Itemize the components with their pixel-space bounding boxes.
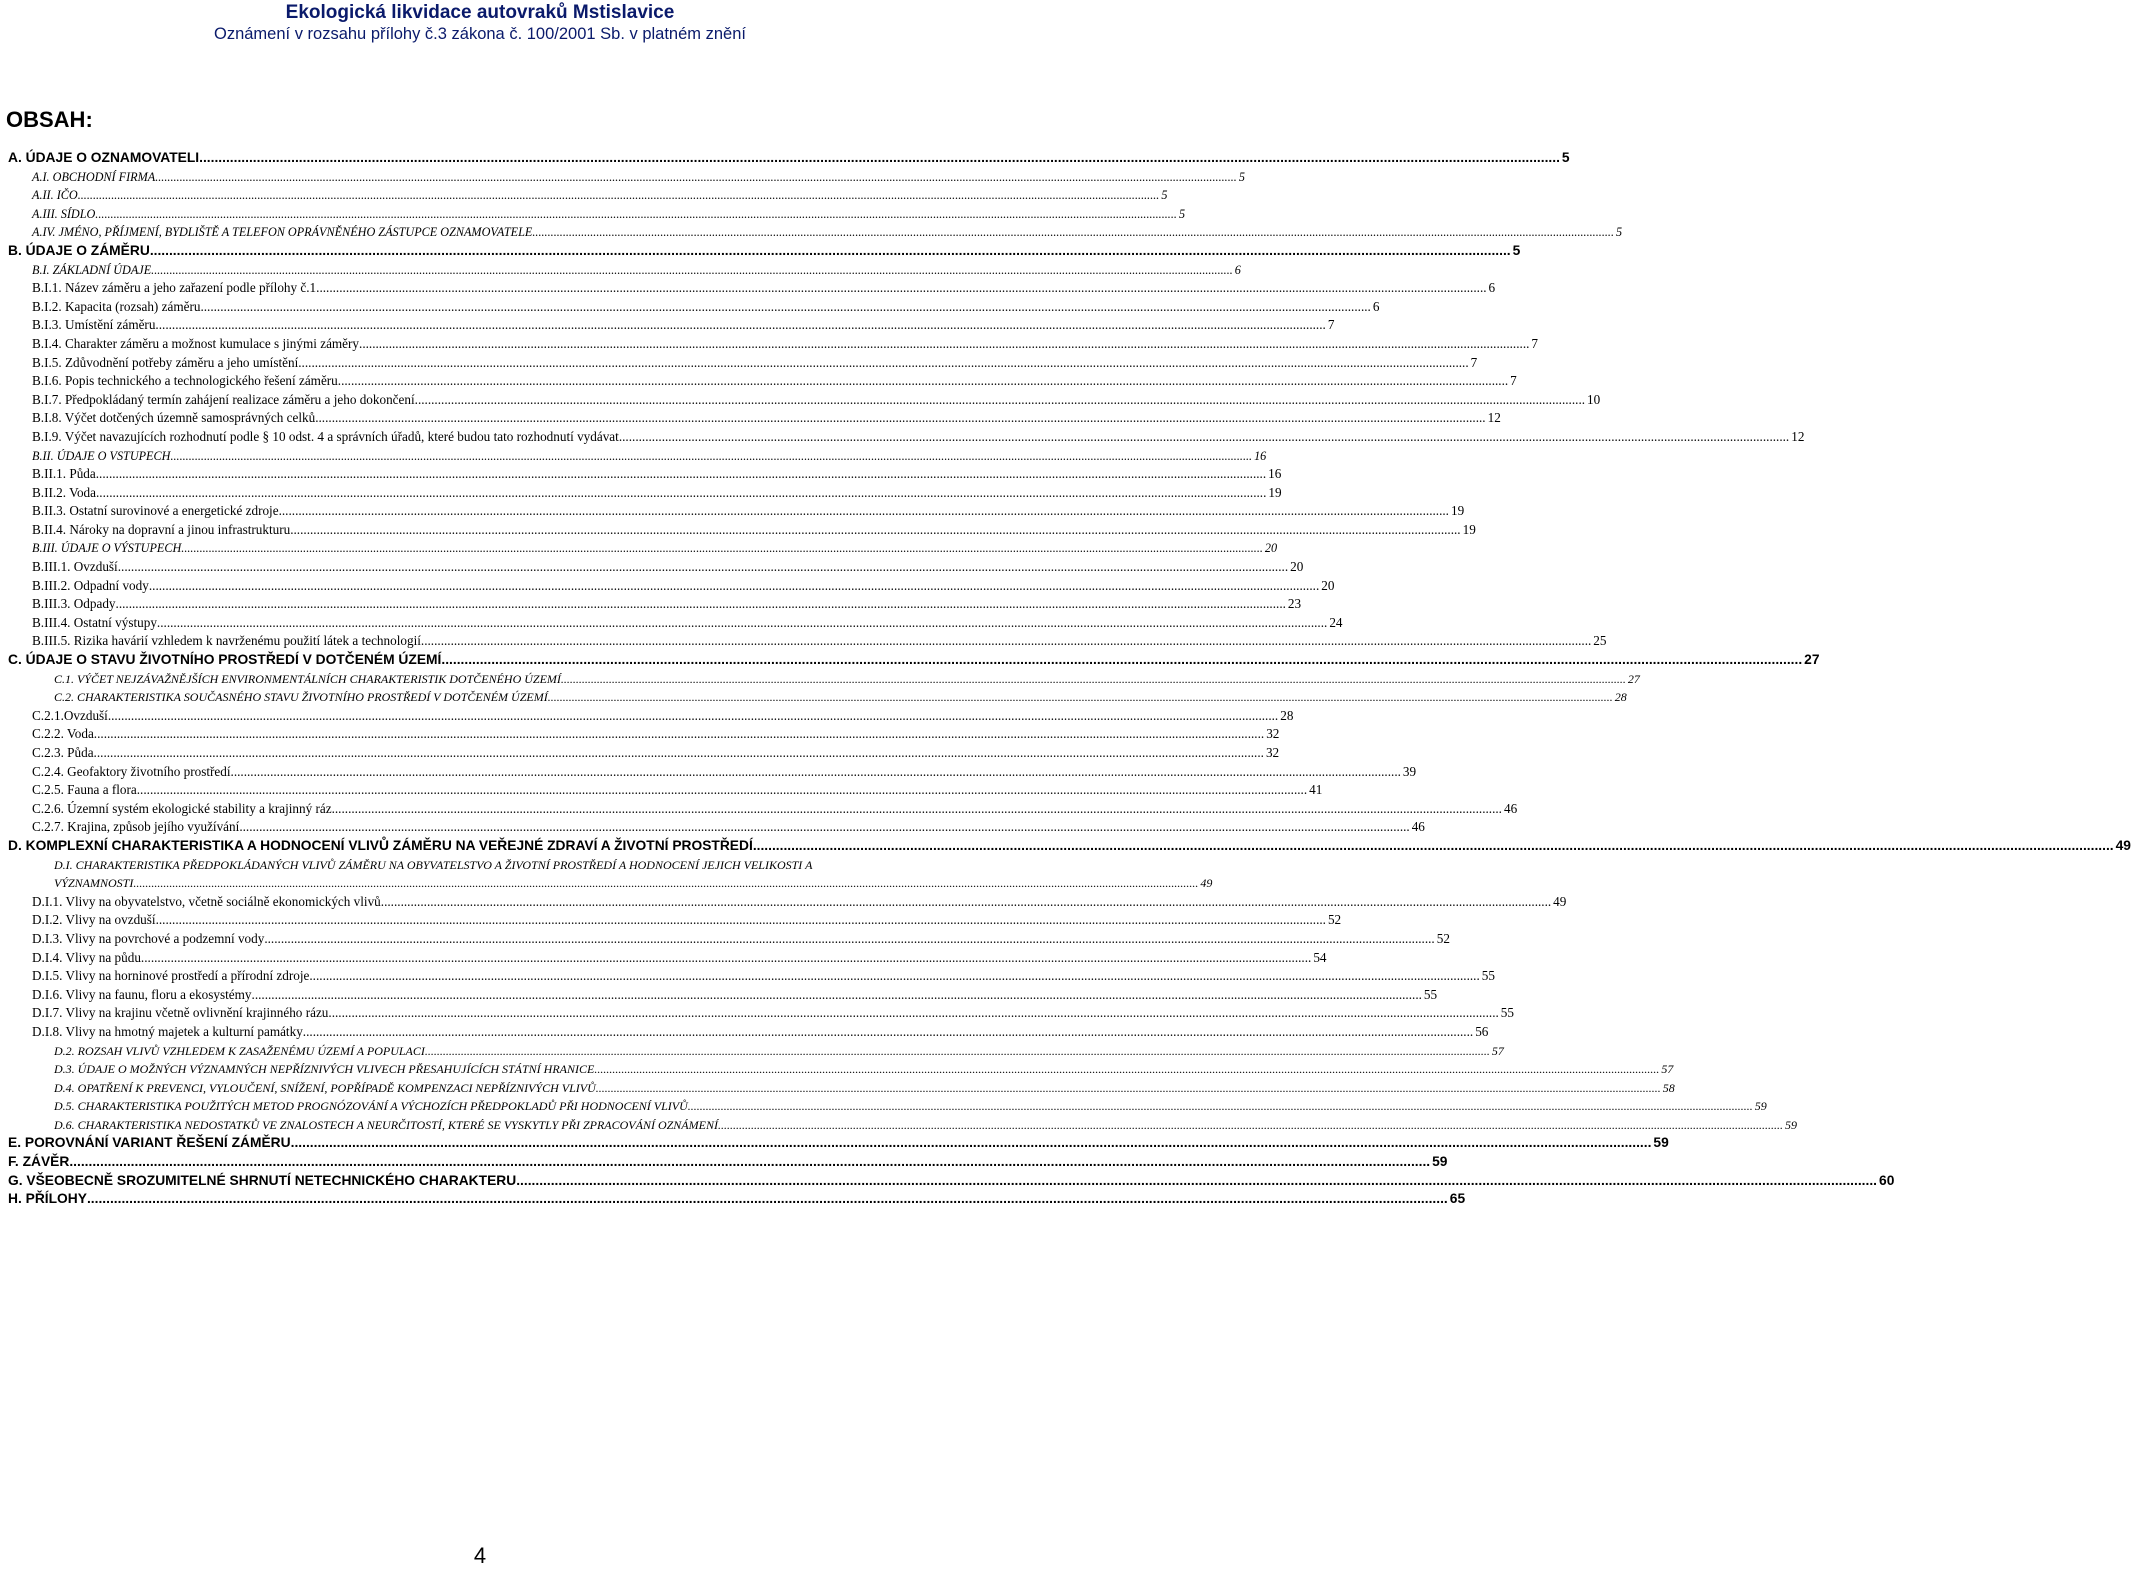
toc-entry-label: D.I. CHARAKTERISTIKA PŘEDPOKLÁDANÝCH VLIVŮ ZÁMĚRU NA OBYVATELSTVO A ŽIVOTNÍ PROSTŘEDÍ A HODNOCENÍ JEJICH VELIKOSTI A — [54, 857, 813, 872]
toc-entry-label: D.I.4. Vlivy na půdu — [32, 949, 141, 965]
dot-leader — [252, 986, 1422, 1005]
toc-entry-page: 46 — [1411, 819, 1425, 835]
toc-entry[interactable] — [8, 354, 1478, 373]
dot-leader — [328, 1004, 1498, 1023]
toc-entry[interactable] — [8, 521, 1476, 540]
toc-entry-label: B.I.9. Výčet navazujících rozhodnutí podle § 10 odst. 4 a správních úřadů, které budou tato rozhodnutí vydávat — [32, 428, 619, 444]
toc-entry[interactable] — [8, 614, 1343, 633]
dot-leader — [421, 632, 1591, 651]
toc-entry[interactable] — [8, 428, 1805, 447]
toc-entry-label: C.1. VÝČET NEJZÁVAŽNĚJŠÍCH ENVIRONMENTÁLNÍCH CHARAKTERISTIK DOTČENÉHO ÚZEMÍ — [54, 671, 561, 686]
toc-entry[interactable] — [8, 1060, 1674, 1079]
dot-leader — [170, 447, 1252, 466]
toc-entry-label: B.I.3. Umístění záměru — [32, 317, 156, 333]
toc-entry-page: 60 — [1879, 1172, 1895, 1188]
toc-entry-page: 20 — [1290, 559, 1304, 575]
toc-entry-page: 5 — [1178, 206, 1186, 221]
toc-entry-label: C.2.1.Ovzduší — [32, 707, 108, 723]
dot-leader — [96, 484, 1266, 503]
toc-entry[interactable] — [8, 949, 1327, 968]
toc-entry-label: D.3. ÚDAJE O MOŽNÝCH VÝZNAMNÝCH NEPŘÍZNIVÝCH VLIVECH PŘESAHUJÍCÍCH STÁTNÍ HRANICE — [54, 1062, 595, 1077]
toc-entry-page: 23 — [1287, 596, 1302, 612]
toc-entry-page: 19 — [1268, 484, 1282, 500]
dot-leader — [69, 1153, 1430, 1172]
dot-leader — [155, 316, 1325, 335]
dot-leader — [753, 837, 2114, 856]
dot-leader — [94, 744, 1264, 763]
toc-entry-label: B.II.2. Voda — [32, 484, 96, 500]
toc-entry-label: C. ÚDAJE O STAVU ŽIVOTNÍHO PROSTŘEDÍ V DOTČENÉM ÚZEMÍ — [8, 652, 442, 668]
toc-entry-page: 12 — [1791, 428, 1805, 444]
toc-entry[interactable] — [8, 818, 1425, 837]
dot-leader — [315, 409, 1485, 428]
toc-entry-page: 32 — [1265, 745, 1280, 760]
dot-leader — [303, 1023, 1473, 1042]
toc-entry-page: 65 — [1449, 1191, 1466, 1207]
toc-entry[interactable] — [8, 800, 1518, 819]
toc-entry[interactable] — [8, 688, 1627, 707]
toc-entry-page: 49 — [1553, 893, 1567, 909]
dot-leader — [415, 391, 1585, 410]
toc-entry-page: 49 — [1200, 876, 1213, 891]
dot-leader — [199, 149, 1560, 168]
dot-leader — [181, 539, 1263, 558]
toc-entry-label: B.III.4. Ostatní výstupy — [32, 614, 157, 630]
toc-entry[interactable] — [8, 911, 1342, 930]
toc-entry[interactable] — [8, 725, 1280, 744]
toc-entry[interactable] — [8, 1042, 1504, 1061]
toc-entry-page: 20 — [1264, 541, 1278, 556]
toc-entry[interactable] — [8, 316, 1335, 335]
toc-entry-label: B.I.8. Výčet dotčených územně samosprávných celků — [32, 410, 316, 426]
toc-entry[interactable] — [8, 967, 1495, 986]
toc-entry-page: 32 — [1266, 726, 1280, 742]
toc-entry-page: 7 — [1470, 354, 1478, 370]
toc-entry[interactable] — [8, 1023, 1489, 1042]
toc-entry-label: H. PŘÍLOHY — [8, 1191, 87, 1207]
toc-entry-label: D.5. CHARAKTERISTIKA POUŽITÝCH METOD PROGNÓZOVÁNÍ A VÝCHOZÍCH PŘEDPOKLADŮ PŘI HODNOCENÍ VLIVŮ — [54, 1099, 688, 1114]
toc-entry-page: 16 — [1254, 448, 1267, 463]
toc-entry-page: 41 — [1309, 782, 1323, 798]
toc-entry-page: 25 — [1593, 633, 1607, 649]
toc-entry[interactable] — [8, 1004, 1514, 1023]
toc-entry[interactable] — [8, 651, 1820, 670]
dot-leader — [309, 967, 1479, 986]
toc-entry[interactable] — [8, 242, 1521, 261]
dot-leader — [425, 1042, 1490, 1061]
toc-entry-label: B.III.2. Odpadní vody — [32, 577, 149, 593]
toc-entry-label: D.I.5. Vlivy na horninové prostředí a přírodní zdroje — [32, 968, 310, 984]
toc-entry[interactable] — [8, 837, 2131, 856]
toc-entry[interactable] — [8, 930, 1450, 949]
dot-leader — [290, 521, 1460, 540]
toc-entry-page: 7 — [1327, 317, 1335, 333]
toc-entry-page: 5 — [1238, 169, 1245, 184]
toc-entry[interactable] — [8, 558, 1304, 577]
toc-entry-page: 5 — [1561, 150, 1570, 165]
dot-leader — [619, 428, 1789, 447]
toc-entry-label: A.II. IČO — [32, 188, 78, 203]
toc-entry-label: B.I.2. Kapacita (rozsah) záměru — [32, 298, 201, 314]
toc-entry-page: 56 — [1475, 1023, 1489, 1039]
toc-entry[interactable] — [8, 1172, 1895, 1191]
toc-entry[interactable] — [8, 763, 1417, 782]
toc-entry-page: 7 — [1510, 373, 1517, 389]
toc-entry[interactable] — [8, 223, 1623, 242]
toc-entry[interactable] — [8, 409, 1501, 428]
toc-entry-label: B.II.3. Ostatní surovinové a energetické zdroje — [32, 503, 279, 519]
toc-entry-label: B.II. ÚDAJE O VSTUPECH — [32, 448, 171, 463]
toc-entry[interactable] — [8, 1153, 1448, 1172]
toc-entry-page: 59 — [1784, 1117, 1797, 1132]
toc-entry-page: 59 — [1754, 1099, 1767, 1114]
toc-entry-label: A.III. SÍDLO — [32, 206, 96, 221]
toc-entry[interactable] — [8, 632, 1607, 651]
toc-entry-page: 52 — [1436, 930, 1450, 946]
toc-entry[interactable] — [8, 335, 1538, 354]
toc-entry-page: 19 — [1462, 521, 1476, 537]
dot-leader — [596, 1079, 1661, 1098]
toc-entry-label: D.I.8. Vlivy na hmotný majetek a kulturní památky — [32, 1023, 303, 1039]
dot-leader — [116, 595, 1286, 614]
contents-heading: OBSAH: — [6, 107, 93, 132]
toc-entry[interactable] — [8, 447, 1267, 466]
toc-entry[interactable] — [8, 1116, 1797, 1135]
dot-leader — [94, 725, 1264, 744]
dot-leader — [239, 818, 1409, 837]
dot-leader — [133, 874, 1198, 893]
toc-entry-page: 54 — [1313, 949, 1327, 965]
dot-leader — [118, 558, 1288, 577]
dot-leader — [298, 354, 1468, 373]
toc-entry-page: 57 — [1491, 1043, 1504, 1058]
toc-entry-label: B.II.1. Půda — [32, 466, 96, 482]
toc-entry-label: D.4. OPATŘENÍ K PREVENCI, VYLOUČENÍ, SNÍŽENÍ, POPŘÍPADĚ KOMPENZACI NEPŘÍZNIVÝCH VLIVŮ — [54, 1080, 596, 1095]
toc-entry[interactable] — [8, 670, 1640, 689]
toc-entry-label: B.III. ÚDAJE O VÝSTUPECH — [32, 541, 182, 556]
toc-entry-page: 12 — [1487, 410, 1501, 426]
toc-entry[interactable] — [8, 1134, 1669, 1153]
toc-entry[interactable] — [8, 149, 1570, 168]
toc-entry[interactable] — [8, 261, 1241, 280]
toc-entry-page: 27 — [1627, 671, 1640, 686]
dot-leader — [200, 298, 1370, 317]
toc-entry-page: 7 — [1531, 335, 1538, 351]
toc-entry-page: 39 — [1402, 763, 1417, 779]
toc-entry-label: C.2.5. Fauna a flora — [32, 782, 137, 798]
toc-entry-page: 49 — [2115, 837, 2131, 853]
toc-entry-label: E. POROVNÁNÍ VARIANT ŘEŠENÍ ZÁMĚRU — [8, 1135, 291, 1151]
dot-leader — [151, 261, 1233, 280]
toc-entry[interactable] — [8, 595, 1302, 614]
toc-entry-page: 6 — [1372, 298, 1380, 314]
dot-leader — [78, 186, 1160, 205]
toc-entry[interactable] — [8, 168, 1245, 187]
toc-entry[interactable] — [8, 781, 1323, 800]
toc-entry-page: 5 — [1616, 225, 1623, 240]
toc-entry-label: D.2. ROZSAH VLIVŮ VZHLEDEM K ZASAŽENÉMU ÚZEMÍ A POPULACI — [54, 1043, 425, 1058]
toc-entry-page: 55 — [1423, 986, 1438, 1002]
dot-leader — [157, 614, 1327, 633]
dot-leader — [316, 279, 1486, 298]
toc-entry-page: 19 — [1450, 503, 1465, 519]
toc-entry-label: B.III.1. Ovzduší — [32, 559, 118, 575]
toc-entry-page: 52 — [1327, 912, 1342, 928]
page-number: 4 — [473, 1543, 487, 1568]
toc-entry[interactable] — [8, 391, 1601, 410]
dot-leader — [264, 930, 1434, 949]
dot-leader — [108, 707, 1278, 726]
toc-entry[interactable] — [8, 465, 1282, 484]
toc-entry[interactable] — [8, 484, 1282, 503]
toc-entry-label: D.I.1. Vlivy na obyvatelstvo, včetně sociálně ekonomických vlivů — [32, 893, 381, 909]
toc-entry-label: A.I. OBCHODNÍ FIRMA — [32, 169, 156, 184]
toc-entry-page: 5 — [1161, 188, 1168, 203]
toc-entry-label: C.2.4. Geofaktory životního prostředí — [32, 763, 231, 779]
dot-leader — [95, 205, 1177, 224]
toc-entry-page: 59 — [1653, 1135, 1669, 1151]
toc-entry-label-continued: VÝZNAMNOSTI — [54, 876, 134, 891]
toc-entry[interactable] — [8, 186, 1168, 205]
toc-entry-label: B.I. ZÁKLADNÍ ÚDAJE — [32, 262, 152, 277]
toc-entry-label: B.I.1. Název záměru a jeho zařazení podle přílohy č.1 — [32, 280, 317, 296]
dot-leader — [594, 1060, 1659, 1079]
toc-entry[interactable] — [8, 893, 1567, 912]
dot-leader — [516, 1172, 1877, 1191]
toc-entry-label: B.II.4. Nároky na dopravní a jinou infrastrukturu — [32, 521, 291, 537]
toc-entry-label: D.I.2. Vlivy na ovzduší — [32, 912, 156, 928]
toc-entry-label: C.2.7. Krajina, způsob jejího využívání — [32, 819, 240, 835]
toc-entry[interactable] — [8, 1190, 1466, 1209]
toc-entry[interactable] — [8, 744, 1280, 763]
toc-entry-label: D.6. CHARAKTERISTIKA NEDOSTATKŮ VE ZNALOSTECH A NEURČITOSTÍ, KTERÉ SE VYSKYTLY PŘI ZPRACOVÁNÍ OZNÁMENÍ — [54, 1117, 718, 1132]
toc-entry-label: F. ZÁVĚR — [8, 1154, 70, 1170]
dot-leader — [156, 911, 1326, 930]
dot-leader — [718, 1116, 1783, 1135]
toc-entry[interactable] — [8, 205, 1186, 224]
toc-entry-label: A.IV. JMÉNO, PŘÍJMENÍ, BYDLIŠTĚ A TELEFON OPRÁVNĚNÉHO ZÁSTUPCE OZNAMOVATELE — [32, 225, 533, 240]
toc-entry-page: 28 — [1280, 707, 1294, 723]
toc-entry[interactable] — [8, 1097, 1767, 1116]
dot-leader — [338, 372, 1508, 391]
dot-leader — [96, 465, 1266, 484]
toc-entry-label: C.2.6. Územní systém ekologické stability a krajinný ráz — [32, 800, 332, 816]
toc-entry-page: 10 — [1587, 391, 1601, 407]
dot-leader — [688, 1097, 1753, 1116]
toc-entry[interactable] — [8, 539, 1278, 558]
toc-entry-label: B.I.6. Popis technického a technologického řešení záměru — [32, 373, 338, 389]
toc-entry-page: 24 — [1329, 614, 1343, 630]
toc-entry-label: D.I.6. Vlivy na faunu, floru a ekosystémy — [32, 986, 252, 1002]
dot-leader — [548, 688, 1613, 707]
toc-entry-page: 6 — [1488, 280, 1496, 296]
toc-entry-label: B.III.5. Rizika havárií vzhledem k navrženému použití látek a technologií — [32, 633, 421, 649]
dot-leader — [332, 800, 1502, 819]
dot-leader — [359, 335, 1529, 354]
dot-leader — [155, 168, 1237, 187]
toc-entry-label: D. KOMPLEXNÍ CHARAKTERISTIKA A HODNOCENÍ VLIVŮ ZÁMĚRU NA VEŘEJNÉ ZDRAVÍ A ŽIVOTNÍ PROSTŘEDÍ — [8, 837, 753, 853]
dot-leader — [137, 781, 1307, 800]
page-header — [0, 0, 960, 44]
toc-entry-label: A. ÚDAJE O OZNAMOVATELI — [8, 150, 200, 165]
dot-leader — [141, 949, 1311, 968]
dot-leader — [561, 670, 1626, 689]
toc-entry[interactable] — [8, 279, 1496, 298]
dot-leader — [279, 502, 1449, 521]
toc-entry-label: C.2.3. Půda — [32, 745, 94, 760]
toc-entry[interactable] — [8, 298, 1380, 317]
toc-entry-label: D.I.7. Vlivy na krajinu včetně ovlivnění krajinného rázu — [32, 1005, 329, 1021]
toc-entry-page: 57 — [1661, 1062, 1674, 1077]
dot-leader — [231, 763, 1401, 782]
toc-entry[interactable] — [8, 502, 1465, 521]
toc-entry[interactable] — [8, 856, 1213, 893]
toc-entry-label: C.2. CHARAKTERISTIKA SOUČASNÉHO STAVU ŽIVOTNÍHO PROSTŘEDÍ V DOTČENÉM ÚZEMÍ — [54, 690, 548, 705]
toc-entry[interactable] — [8, 372, 1517, 391]
toc-entry-label: G. VŠEOBECNĚ SROZUMITELNÉ SHRNUTÍ NETECHNICKÉHO CHARAKTERU — [8, 1172, 517, 1188]
toc-entry[interactable] — [8, 986, 1438, 1005]
table-of-contents — [8, 149, 2131, 1209]
toc-entry-label: B.I.7. Předpokládaný termín zahájení realizace záměru a jeho dokončení — [32, 391, 415, 407]
toc-entry-label: B.I.5. Zdůvodnění potřeby záměru a jeho umístění — [32, 354, 299, 370]
toc-entry-page: 55 — [1500, 1005, 1514, 1021]
toc-entry-page: 46 — [1503, 800, 1518, 816]
document-subtitle: Oznámení v rozsahu přílohy č.3 zákona č. 100/2001 Sb. v platném znění — [214, 25, 746, 43]
toc-entry-page: 5 — [1512, 242, 1521, 258]
toc-entry[interactable] — [8, 1079, 1675, 1098]
toc-entry-page: 27 — [1804, 652, 1820, 668]
dot-leader — [149, 577, 1319, 596]
toc-entry-page: 59 — [1432, 1154, 1448, 1170]
toc-entry-label: B.I.4. Charakter záměru a možnost kumulace s jinými záměry — [32, 335, 360, 351]
toc-entry-page: 16 — [1268, 466, 1282, 482]
dot-leader — [150, 242, 1511, 261]
toc-entry-page: 28 — [1614, 690, 1627, 705]
toc-entry-label: B. ÚDAJE O ZÁMĚRU — [8, 242, 150, 258]
toc-entry-page: 20 — [1321, 577, 1335, 593]
dot-leader — [532, 223, 1614, 242]
toc-entry-label: B.III.3. Odpady — [32, 596, 116, 612]
dot-leader — [381, 893, 1551, 912]
dot-leader — [441, 651, 1802, 670]
dot-leader — [87, 1190, 1448, 1209]
toc-entry-label: D.I.3. Vlivy na povrchové a podzemní vody — [32, 930, 265, 946]
document-title: Ekologická likvidace autovraků Mstislavice — [285, 2, 675, 23]
toc-entry-label: C.2.2. Voda — [32, 726, 94, 742]
toc-entry[interactable] — [8, 577, 1335, 596]
toc-entry[interactable] — [8, 707, 1294, 726]
toc-entry-page: 6 — [1234, 262, 1241, 277]
toc-entry-page: 58 — [1662, 1080, 1675, 1095]
dot-leader — [291, 1134, 1652, 1153]
toc-entry-page: 55 — [1481, 968, 1495, 984]
